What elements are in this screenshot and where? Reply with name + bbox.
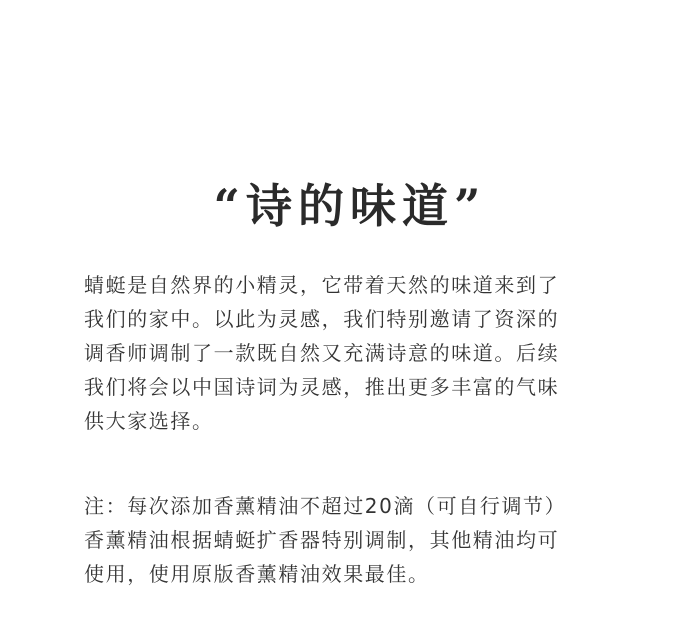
intro-line: 调香师调制了一款既自然又充满诗意的味道。后续 <box>84 341 560 365</box>
intro-paragraph <box>84 268 624 438</box>
intro-line: 蜻蜓是自然界的小精灵，它带着天然的味道来到了 <box>84 273 560 297</box>
note-line: 注：每次添加香薰精油不超过20滴（可自行调节） <box>84 494 567 518</box>
note-line: 使用，使用原版香薰精油效果最佳。 <box>84 562 430 586</box>
note-line: 香薰精油根据蜻蜓扩香器特别调制，其他精油均可 <box>84 528 560 552</box>
intro-line: 我们将会以中国诗词为灵感，推出更多丰富的气味 <box>84 375 560 399</box>
note-paragraph <box>84 489 624 591</box>
intro-line: 供大家选择。 <box>84 409 214 433</box>
page-title: “诗的味道” <box>213 178 487 233</box>
intro-line: 我们的家中。以此为灵感，我们特别邀请了资深的 <box>84 307 560 331</box>
